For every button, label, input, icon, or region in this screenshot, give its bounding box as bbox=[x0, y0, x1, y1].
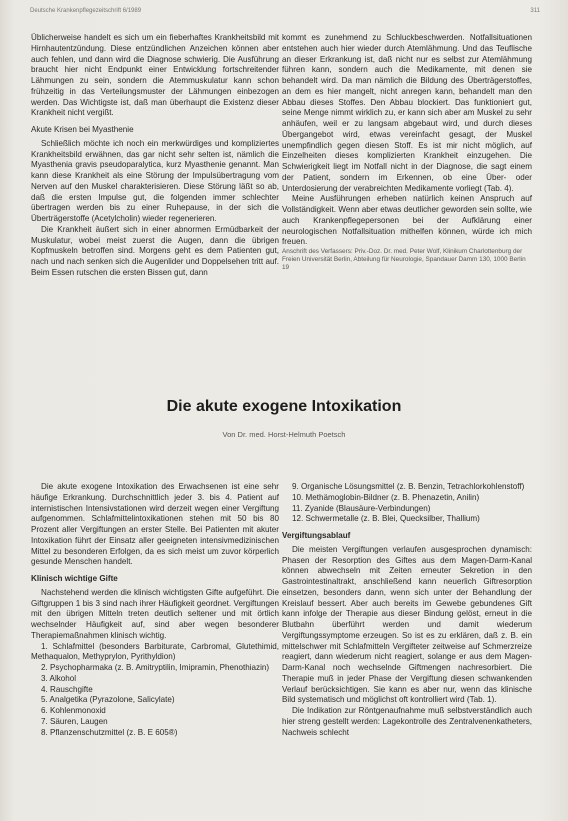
list-item: 11. Zyanide (Blausäure-Verbindungen) bbox=[292, 503, 431, 513]
list-item: 5. Analgetika (Pyrazolone, Salicylate) bbox=[41, 695, 175, 705]
section-heading-myasthenie: Akute Krisen bei Myasthenie bbox=[31, 125, 134, 134]
list-item: 6. Kohlenmonoxid bbox=[41, 706, 106, 715]
list-item: 4. Rauschgifte bbox=[41, 684, 93, 694]
column-1 bbox=[31, 33, 279, 279]
article-byline: Von Dr. med. Horst-Helmuth Poetsch bbox=[222, 430, 346, 439]
journal-name: Deutsche Krankenpflegezeitschrift 6/1989 bbox=[30, 8, 142, 14]
paragraph: Üblicherweise handelt es sich um ein fieberhaftes Krankheitsbild mit Hirnhautentzündung. Diese entzündlichen Anzeichen können aber auch fehlen, und dann wird die Diagnose schwierig. Die Ausführung braucht hier nicht Endpunkt einer Entwicklung fortschreitender Lähmungen zu sein, sondern die Atemmuskulatur kann schon frühzeitig in das Verteilungsmuster der Lähmungen einbezogen werden. Das Wichtigste ist, daß man überhaupt die Existenz dieser Krankheit nicht vergißt. bbox=[31, 33, 279, 118]
author-address: Anschrift des Verfassers: Priv.-Doz. Dr. med. Peter Wolf, Klinikum Charlottenburg der Freien Universität Berlin, Abteilung für Neurologie, Spandauer Damm 130, 1000 Berlin 19 bbox=[282, 248, 526, 272]
list-item: 10. Methämoglobin-Bildner (z. B. Phenazetin, Anilin) bbox=[292, 492, 480, 502]
section-heading-gifte: Klinisch wichtige Gifte bbox=[31, 574, 118, 583]
list-item: 12. Schwermetalle (z. B. Blei, Quecksilber, Thallium) bbox=[292, 514, 480, 524]
column-3 bbox=[31, 482, 279, 738]
paragraph: Meine Ausführungen erheben natürlich keinen Anspruch auf Vollständigkeit. Wenn aber etwas deutlicher geworden sein sollte, wie auch Krankenpflegepersonen bei der Aufklärung einer neurologischen Notfallsituation mithelfen können, würde ich mich freuen. bbox=[282, 194, 532, 247]
section-heading-vergiftungsablauf: Vergiftungsablauf bbox=[282, 531, 351, 540]
article-title: Die akute exogene Intoxikation bbox=[166, 398, 402, 415]
page-number: 311 bbox=[530, 8, 540, 14]
poison-list bbox=[31, 642, 279, 739]
list-item: 3. Alkohol bbox=[41, 673, 77, 683]
paragraph: Die Indikation zur Röntgenaufnahme muß selbstverständlich auch hier streng gestellt werden: Lagekontrolle des Zentralvenenkatheters, Nachweis schlecht bbox=[282, 706, 532, 737]
column-4 bbox=[282, 482, 532, 738]
list-item: 2. Psychopharmaka (z. B. Amitryptilin, Imipramin, Phenothiazin) bbox=[41, 663, 270, 672]
column-2 bbox=[282, 33, 532, 273]
list-item: 1. Schlafmittel (besonders Barbiturate, Carbromal, Glutethimid, Methaqualon, Methyprylon, Pyrithyldion) bbox=[31, 641, 279, 662]
list-item: 7. Säuren, Laugen bbox=[41, 716, 108, 726]
list-item: 9. Organische Lösungsmittel (z. B. Benzin, Tetrachlorkohlenstoff) bbox=[292, 482, 525, 491]
paragraph: Die akute exogene Intoxikation des Erwachsenen ist eine sehr häufige Erkrankung. Durchschnittlich jeder 3. bis 4. Patient auf internistischen Intensivstationen wird derzeit wegen einer Vergiftung aufgenommen. Schlafmittelintoxikationen stehen mit 50 bis 80 Prozent aller Vergiftungen an erster Stelle. Bei Patienten mit akuter Intoxikation führt der Einsatz aller geeigneten intensivmedizinischen Mittel zu besonderen Erfolgen, da es sich meist um zuvor körperlich gesunde Menschen handelt. bbox=[31, 482, 279, 567]
paragraph: Nachstehend werden die klinisch wichtigsten Gifte aufgeführt. Die Giftgruppen 1 bis 3 sind nach ihrer Häufigkeit geordnet. Vergiftungen mit den übrigen Mitteln treten deutlich seltener und mit örtlich wechselnder Häufigkeit auf, sind aber wegen besonderer Therapiemaßnahmen klinisch wichtig. bbox=[31, 587, 279, 640]
list-item: 8. Pflanzenschutzmittel (z. B. E 605®) bbox=[41, 727, 178, 737]
paragraph: Die meisten Vergiftungen verlaufen ausgesprochen dynamisch: Phasen der Resorption des Giftes aus dem Magen-Darm-Kanal können abwechseln mit Zeiten erneuter Sekretion in den Gastrointestinaltrakt, anschließend kann neuerlich Giftresorption einsetzen, besonders dann, wenn sich unter der Behandlung der Kreislauf bessert. Aber auch bereits im Gewebe gebundenes Gift kann infolge der Therapie aus dieser Bindung gelöst, erneut in die Blutbahn überführt werden und damit wiederum Vergiftungssymptome erzeugen. So ist es zu erklären, daß z. B. ein mittelschwer mit Schlafmitteln Vergifteter zeitweise auf Schmerzreize reagiert, dann wiederum nicht reagiert, solange er aus dem Magen-Darm-Kanal noch wechselnde Giftmengen nachresorbiert. Die Therapie muß in jeder Phase der Vergiftung diesen schwankenden Verlauf berücksichtigen. Sie kann es aber nur, wenn das klinische Bild systematisch und möglichst oft kontrolliert wird (Tab. 1). bbox=[282, 544, 532, 705]
paragraph: Schließlich möchte ich noch ein merkwürdiges und kompliziertes Krankheitsbild erwähnen, das gar nicht sehr selten ist, nämlich die Myasthenia gravis pseudoparalytica, kurz Myasthenie genannt. Man kann diese Krankheit als eine Störung der Impulsübertragung vom Nerven auf den Muskel charakterisieren. Diese Störung läßt so ab, daß die ersten Impulse gut, die folgenden immer schlechter übertragen werden bis zu einer Ruhepause, in der sich die Überträgerstoffe (Acetylcholin) wieder regenerieren. bbox=[31, 138, 279, 223]
running-head bbox=[30, 8, 548, 14]
paragraph: kommt es zunehmend zu Schluckbeschwerden. Notfallsituationen entstehen auch hier wieder durch Atemlähmung. Und das Teuflische an dieser Erkrankung ist, daß nicht nur es selbst zur Atemlähmung führen kann, sondern auch die Medikamente, mit denen sie behandelt wird. Da man nämlich die Bildung des Überträgerstoffes, an dem es hier mangelt, nicht anregen kann, behandelt man den Abbau dieses Stoffes. Den Abbau blockiert. Das funktioniert gut, seine Menge nimmt wirklich zu, er kann sich aber am Muskel zu sehr anhäufen, weil er zu langsam abgebaut wird, und durch dieses Übergangebot wird, etwas vereinfacht gesagt, der Muskel unempfindlich gegen diesen Stoff. Es ist mir nicht möglich, auf Einzelheiten dieses komplizierten Krankheit einzugehen. Die Schwierigkeit liegt im Notfall nicht in der Diagnose, die sagt einem der Patient, sondern im Erkennen, ob eine Über- oder Unterdosierung der verabreichten Medikamente vorliegt (Tab. 4). bbox=[282, 33, 532, 193]
poison-list-continued bbox=[282, 482, 532, 525]
paragraph: Die Krankheit äußert sich in einer abnormen Ermüdbarkeit der Muskulatur, wobei meist zuerst die Augen, dann die übrigen Kopfmuskeln betroffen sind. Morgens geht es dem Patienten gut, nach und nach senken sich die Augenlider und Doppelsehen tritt auf. Beim Essen rutschen die ersten Bissen gut, dann bbox=[31, 224, 279, 277]
